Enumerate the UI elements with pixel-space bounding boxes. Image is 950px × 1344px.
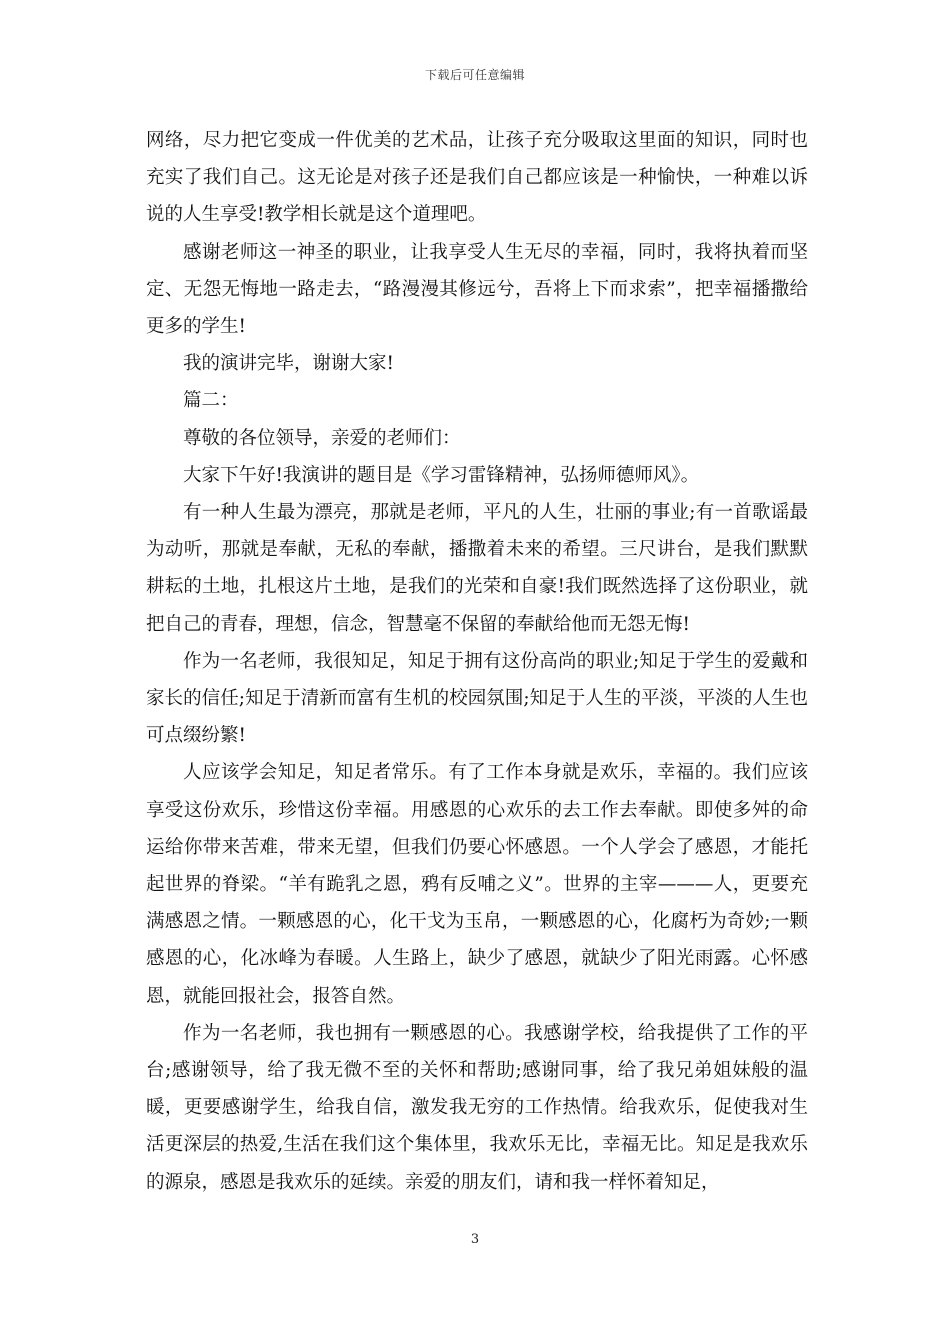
paragraph: 有一种人生最为漂亮，那就是老师，平凡的人生，壮丽的事业;有一首歌谣最为动听，那就是奉献，无私的奉献，播撒着未来的希望。三尺讲台，是我们默默耕耘的土地，扎根这片土地，是我们的光荣和自豪!我们既然选择了这份职业，就把自己的青春，理想，信念，智慧毫不保留的奉献给他而无怨无悔! (146, 502, 808, 635)
paragraph: 作为一名老师，我也拥有一颗感恩的心。我感谢学校，给我提供了工作的平台;感谢领导，给了我无微不至的关怀和帮助;感谢同事，给了我兄弟姐妹般的温暖，更要感谢学生，给我自信，激发我无穷的工作热情。给我欢乐，促使我对生活更深层的热爱,生活在我们这个集体里，我欢乐无比，幸福无比。知足是我欢乐的源泉，感恩是我欢乐的延续。亲爱的朋友们，请和我一样怀着知足， (146, 1022, 808, 1193)
page-header: 下载后可任意编辑 (424, 68, 525, 82)
paragraph: 人应该学会知足，知足者常乐。有了工作本身就是欢乐，幸福的。我们应该享受这份欢乐，珍惜这份幸福。用感恩的心欢乐的去工作去奉献。即使多舛的命运给你带来苦难，带来无望，但我们仍要心怀感恩。一个人学会了感恩，才能托起世界的脊梁。“羊有跪乳之恩，鸦有反哺之义”。世界的主宰———人，更要充满感恩之情。一颗感恩的心，化干戈为玉帛，一颗感恩的心，化腐朽为奇妙;一颗感恩的心，化冰峰为春暖。人生路上，缺少了感恩，就缺少了阳光雨露。心怀感恩，就能回报社会，报答自然。 (146, 762, 808, 1007)
salutation: 尊敬的各位领导，亲爱的老师们： (183, 427, 461, 449)
section-heading: 篇二： (183, 390, 239, 412)
paragraph: 大家下午好!我演讲的题目是《学习雷锋精神，弘扬师德师风》。 (183, 464, 700, 486)
paragraph: 网络，尽力把它变成一件优美的艺术品，让孩子充分吸取这里面的知识，同时也充实了我们自己。这无论是对孩子还是我们自己都应该是一种愉快，一种难以诉说的人生享受!教学相长就是这个道理吧。 (146, 130, 808, 226)
page-number: 3 (470, 1232, 480, 1247)
paragraph: 感谢老师这一神圣的职业，让我享受人生无尽的幸福，同时，我将执着而坚定、无怨无悔地一路走去，“路漫漫其修远兮，吾将上下而求索”，把幸福播撒给更多的学生! (146, 241, 808, 338)
document-body (146, 122, 808, 1201)
paragraph: 我的演讲完毕，谢谢大家! (183, 353, 394, 375)
paragraph: 作为一名老师，我很知足，知足于拥有这份高尚的职业;知足于学生的爱戴和家长的信任;知足于清新而富有生机的校园氛围;知足于人生的平淡，平淡的人生也可点缀纷繁! (146, 650, 808, 747)
